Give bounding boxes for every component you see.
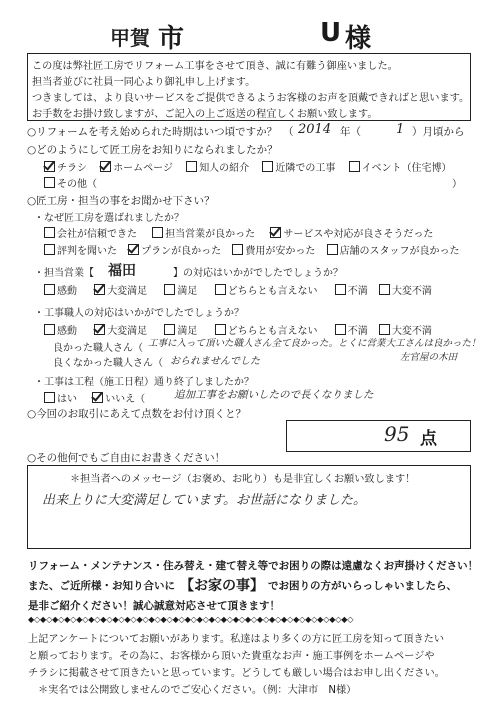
q2-checkbox-nearby[interactable] <box>262 161 273 172</box>
good-craftsman-label: 良かった職人さん（ <box>53 343 143 354</box>
why-checkbox-service[interactable] <box>270 227 281 238</box>
craft-label-neutral: どちらとも言えない <box>227 326 318 337</box>
q2-label-flyer: チラシ <box>57 163 87 174</box>
q3-text: ○匠工房・担当の事をお聞かせ下さい？ <box>27 195 215 207</box>
bad-craftsman-label: 良くなかった職人さん（ <box>53 358 163 369</box>
schedule-text: ・工事は工程（施工日程）通り終了しましたか？ <box>34 377 254 388</box>
q3-why-text: ・なぜ匠工房を選ばれましたか？ <box>34 213 184 224</box>
craft-label-moved: 感動 <box>57 326 77 337</box>
sales-checkbox-dissatisfied[interactable] <box>335 284 346 295</box>
q3-why-row2 <box>44 242 460 257</box>
sales-checkbox-moved[interactable] <box>44 284 55 295</box>
craft-checkbox-neutral[interactable] <box>215 324 226 335</box>
craft-checkbox-satisfied[interactable] <box>164 324 175 335</box>
score-text: ○今回のお取引にあえて点数をお付け頂くと？ <box>27 408 247 420</box>
score-unit: 点 <box>420 429 437 449</box>
why-checkbox-staff[interactable] <box>327 244 338 255</box>
q1-year[interactable]: 2014 <box>298 122 332 137</box>
why-checkbox-trust[interactable] <box>44 227 55 238</box>
craft-checkbox-dissatisfied[interactable] <box>335 324 346 335</box>
schedule-checkbox-yes[interactable] <box>44 392 55 403</box>
footer-line-2c: でお困りの方がいらっしゃいましたら、 <box>268 580 457 592</box>
footer-divider: ◆◇◆◇◆◇◆◇◆◇◆◇◆◇◆◇◆◇◆◇◆◇◆◇◆◇◆◇◆◇◆◇◆◇◆◇◆◇◆◇◆◇◆◇◆◇◆◇◆◇◆◇◆◇ <box>28 614 354 624</box>
sales-label-moved: 感動 <box>57 286 77 297</box>
bad-craftsman-answer[interactable]: おられませんでした <box>170 356 260 367</box>
sales-suffix: 】の対応はいかがでしたでしょうか？ <box>173 268 343 279</box>
footer-line-2a: また、ご近所様・お知り合いに <box>28 580 175 592</box>
q2-label-homepage: ホームページ <box>113 163 173 174</box>
why-label-cost: 費用が安かった <box>245 246 316 257</box>
why-checkbox-reputation[interactable] <box>44 244 55 255</box>
why-checkbox-cost[interactable] <box>232 244 243 255</box>
q2-options <box>44 159 452 174</box>
craft-checkbox-very-satisfied[interactable] <box>94 324 105 335</box>
good-craftsman-answer[interactable]: 工事に入って頂いた職人さん全て良かった。とくに営業大工さんは良かった！ <box>148 338 481 349</box>
sales-label-satisfied: 満足 <box>177 286 198 297</box>
schedule-options <box>44 390 145 405</box>
q1-year-label: 年（ <box>340 126 361 138</box>
craft-label-dissatisfied: 不満 <box>347 326 368 337</box>
craft-checkbox-very-dissatisfied[interactable] <box>379 324 390 335</box>
q2-close-paren: ） <box>452 179 462 190</box>
schedule-checkbox-no[interactable] <box>92 392 103 403</box>
why-label-sales: 担当営業が良かった <box>165 229 256 240</box>
sales-prefix: ・担当営業【 <box>34 268 94 279</box>
sales-checkbox-neutral[interactable] <box>215 284 226 295</box>
customer-initial: U <box>320 18 342 48</box>
why-label-staff: 店舗のスタッフが良かった <box>339 246 460 257</box>
score-box <box>286 420 471 452</box>
footer-line-3: 是非ご紹介ください！誠心誠意対応させて頂きます！ <box>28 600 280 612</box>
free-text: ○その他何でもご自由にお書きください！ <box>27 452 226 464</box>
q3-why-row1 <box>44 225 433 240</box>
footer-line-1: リフォーム・メンテナンス・住み替え・建て替え等でお困りの際は遠慮なくお声掛けください！ <box>28 560 479 572</box>
customer-city: 甲賀 <box>110 26 150 50</box>
craft-text: ・工事職人の対応はいかがでしたでしょうか？ <box>34 308 244 319</box>
footer-notice-4: ＊実名では公開致しませんのでご安心ください。（例：大津市 N様） <box>38 685 357 696</box>
q1-open-paren: （ <box>283 126 294 138</box>
why-checkbox-plan[interactable] <box>128 244 139 255</box>
craft-label-very-satisfied: 大変満足 <box>107 326 148 337</box>
q2-checkbox-flyer[interactable] <box>44 161 55 172</box>
why-checkbox-sales[interactable] <box>152 227 163 238</box>
sales-label-very-satisfied: 大変満足 <box>107 286 148 297</box>
score-value[interactable]: 95 <box>384 422 410 446</box>
schedule-label-yes: はい <box>57 394 77 405</box>
craft-label-satisfied: 満足 <box>177 326 198 337</box>
q1-month-label: ）月頃から <box>412 126 465 138</box>
q2-checkbox-homepage[interactable] <box>100 161 111 172</box>
footer-notice-2: と願っております。その為に、お客様から頂いた貴重なお声・施工事例をホームページや <box>28 651 435 662</box>
sales-label-dissatisfied: 不満 <box>347 286 368 297</box>
q2-label-event: イベント（住宅博） <box>361 163 452 174</box>
sales-checkbox-very-dissatisfied[interactable] <box>379 284 390 295</box>
why-label-reputation: 評判を聞いた <box>57 246 117 257</box>
sales-options <box>44 282 432 297</box>
free-answer[interactable]: 出来上りに大変満足しています。お世話になりました。 <box>42 493 366 508</box>
intro-line-2: 担当者並びに社員一同心より御礼申し上げます。 <box>32 77 256 88</box>
intro-line-3: つきましては、より良いサービスをご提供できるようお客様のお声を頂戴できればと思います。 <box>32 93 470 104</box>
craft-label-very-dissatisfied: 大変不満 <box>391 326 432 337</box>
good-craftsman-answer-2[interactable]: 左官屋の木田 <box>400 352 458 363</box>
schedule-answer[interactable]: 追加工事をお願いしたので長くなりました <box>174 389 374 401</box>
sales-label-very-dissatisfied: 大変不満 <box>391 286 432 297</box>
craft-checkbox-moved[interactable] <box>44 324 55 335</box>
why-label-plan: プランが良かった <box>141 246 222 257</box>
q2-text: ○どのようにして匠工房をお知りになられましたか？ <box>27 144 278 156</box>
intro-line-4: お手数をお掛け致しますが、ご記入の上ご返送の程宜しくお願い致します。 <box>32 109 378 120</box>
sales-name[interactable]: 福田 <box>108 263 136 279</box>
q2-label-other: その他（ <box>57 179 97 190</box>
sales-checkbox-very-satisfied[interactable] <box>94 284 105 295</box>
q2-label-referral: 知人の紹介 <box>199 163 250 174</box>
footer-line-2b: 【お家の事】 <box>180 578 264 594</box>
q2-checkbox-event[interactable] <box>349 161 360 172</box>
q2-checkbox-referral[interactable] <box>186 161 197 172</box>
sales-label-neutral: どちらとも言えない <box>227 286 318 297</box>
schedule-label-no: いいえ（ <box>105 394 146 405</box>
footer-notice-3: チラシに掲載させて頂きたいと思っています。どうしても厳しい場合はお申し出ください。 <box>28 668 445 679</box>
q1-month[interactable]: 1 <box>396 122 405 137</box>
city-suffix: 市 <box>158 24 185 54</box>
sales-checkbox-satisfied[interactable] <box>164 284 175 295</box>
why-label-service: サービスや対応が良さそうだった <box>283 229 434 240</box>
intro-line-1: この度は弊社匠工房でリフォーム工事をさせて頂き、誠に有難う御座いました。 <box>32 61 398 72</box>
why-label-trust: 会社が信頼できた <box>57 229 137 240</box>
footer-notice-1: 上記アンケートについてお願いがあります。私達はより多くの方に匠工房を知って頂きたい <box>28 634 445 645</box>
q2-label-nearby: 近隣での工事 <box>275 163 336 174</box>
honorific: 様 <box>345 24 372 54</box>
free-message-label: ＊担当者へのメッセージ（お褒め、お叱り）も是非宜しくお願い致します！ <box>70 474 416 485</box>
q2-checkbox-other[interactable] <box>44 177 55 188</box>
q1-text: ○リフォームを考え始められた時期はいつ頃ですか？ <box>27 126 278 138</box>
q2-other <box>44 175 97 190</box>
